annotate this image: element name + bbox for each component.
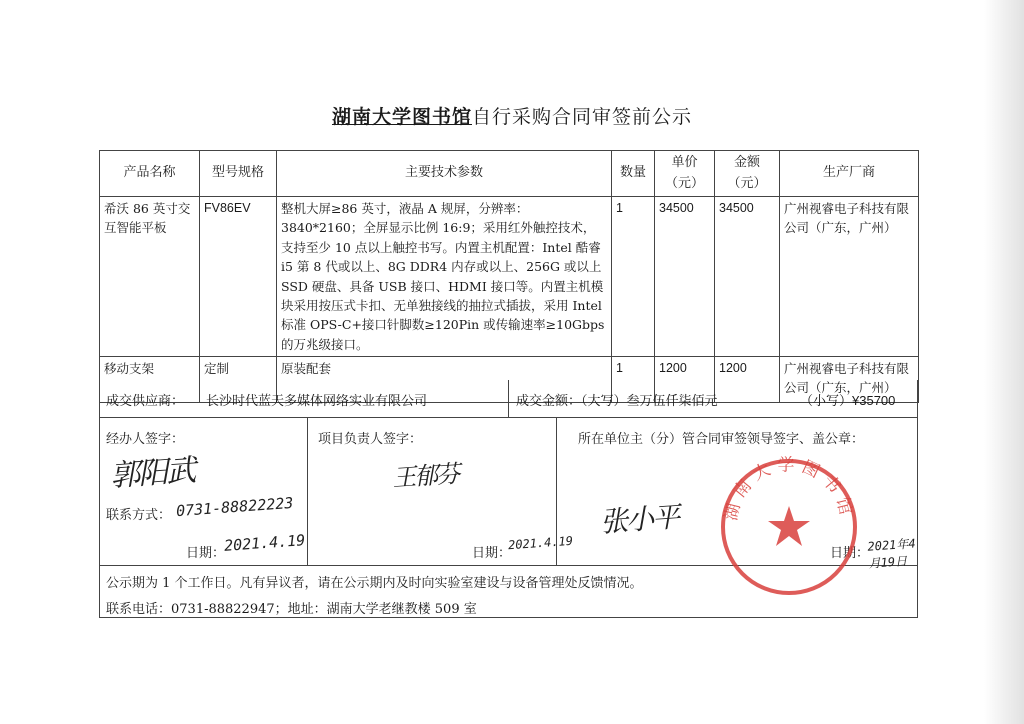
cell-maker: 广州视睿电子科技有限公司（广东，广州） bbox=[780, 357, 919, 403]
amount-small: （小写）¥35700 bbox=[800, 393, 896, 408]
official-seal-icon bbox=[718, 456, 860, 598]
title-underlined: 湖南大学图书馆 bbox=[331, 106, 472, 128]
sign-divider-1 bbox=[307, 418, 308, 565]
cell-params: 整机大屏≥86 英寸，液晶 A 规屏，分辨率：3840*2160；全屏显示比例 16:9；采用红外触控技术，支持至少 10 点以上触控书写。内置主机配置：Intel 酷睿 i5 第 8 代或以上、8G DDR4 内存或以上、256G 或以上 SSD 硬盘、具备 USB 接口、HDMI 接口等。内置主机模块采用按压式卡扣、无单独接线的抽拉式插拔，采用 Intel 标准 OPS-C+接口针脚数≥120Pin 或传输速率≥10Gbps 的万兆级接口。 bbox=[277, 197, 612, 357]
notice-line-2: 联系电话：0731-88822947；地址：湖南大学老继教楼 509 室 bbox=[106, 602, 477, 617]
header-model: 型号规格 bbox=[200, 151, 277, 197]
date-unit: 2021年4月19日 bbox=[867, 536, 916, 571]
header-amount: 金额（元） bbox=[715, 151, 780, 197]
sign-divider-2 bbox=[556, 418, 557, 565]
supplier-section bbox=[99, 380, 918, 418]
title-rest: 自行采购合同审签前公示 bbox=[472, 106, 693, 128]
cell-qty: 1 bbox=[612, 197, 655, 357]
cell-product: 希沃 86 英寸交互智能平板 bbox=[100, 197, 200, 357]
contact-label: 联系方式： bbox=[106, 508, 172, 523]
amount-label: 成交金额：（大写）叁万伍仟柒佰元 bbox=[516, 394, 718, 409]
handler-label: 经办人签字： bbox=[106, 432, 185, 447]
cell-maker: 广州视睿电子科技有限公司（广东，广州） bbox=[780, 197, 919, 357]
date-label-1: 日期： bbox=[186, 546, 226, 561]
document-title bbox=[0, 102, 1024, 129]
header-params: 主要技术参数 bbox=[277, 151, 612, 197]
header-product: 产品名称 bbox=[100, 151, 200, 197]
seal-text: 湖南大学图书馆 bbox=[721, 456, 857, 523]
cell-product: 移动支架 bbox=[100, 357, 200, 403]
date-leader: 2021.4.19 bbox=[507, 533, 574, 553]
leader-signature: 王郁芬 bbox=[391, 459, 460, 493]
table-row bbox=[100, 197, 919, 357]
cell-model: FV86EV bbox=[200, 197, 277, 357]
handler-signature: 郭阳武 bbox=[109, 453, 196, 494]
cell-amount: 1200 bbox=[715, 357, 780, 403]
date-handler: 2021.4.19 bbox=[223, 531, 306, 555]
unit-label: 所在单位主（分）管合同审签领导签字、盖公章： bbox=[578, 432, 865, 447]
header-unit-price: 单价（元） bbox=[655, 151, 715, 197]
leader-label: 项目负责人签字： bbox=[318, 432, 423, 447]
date-label-3: 日期： bbox=[830, 546, 870, 561]
supplier-name: 长沙时代蓝天多媒体网络实业有限公司 bbox=[206, 394, 428, 409]
table-header-row bbox=[100, 151, 919, 197]
cell-unit-price: 34500 bbox=[655, 197, 715, 357]
cell-model: 定制 bbox=[200, 357, 277, 403]
notice-line-1: 公示期为 1 个工作日。凡有异议者，请在公示期内及时向实验室建设与设备管理处反馈情况。 bbox=[106, 576, 643, 591]
cell-params: 原装配套 bbox=[277, 357, 612, 403]
date-label-2: 日期： bbox=[472, 546, 512, 561]
cell-unit-price: 1200 bbox=[655, 357, 715, 403]
procurement-table bbox=[99, 150, 919, 403]
supplier-divider bbox=[508, 380, 509, 417]
header-qty: 数量 bbox=[612, 151, 655, 197]
unit-signature: 张小平 bbox=[599, 500, 680, 539]
cell-qty: 1 bbox=[612, 357, 655, 403]
supplier-label: 成交供应商： bbox=[106, 394, 185, 409]
cell-amount: 34500 bbox=[715, 197, 780, 357]
contact-value: 0731-88822223 bbox=[175, 493, 294, 521]
header-maker: 生产厂商 bbox=[780, 151, 919, 197]
